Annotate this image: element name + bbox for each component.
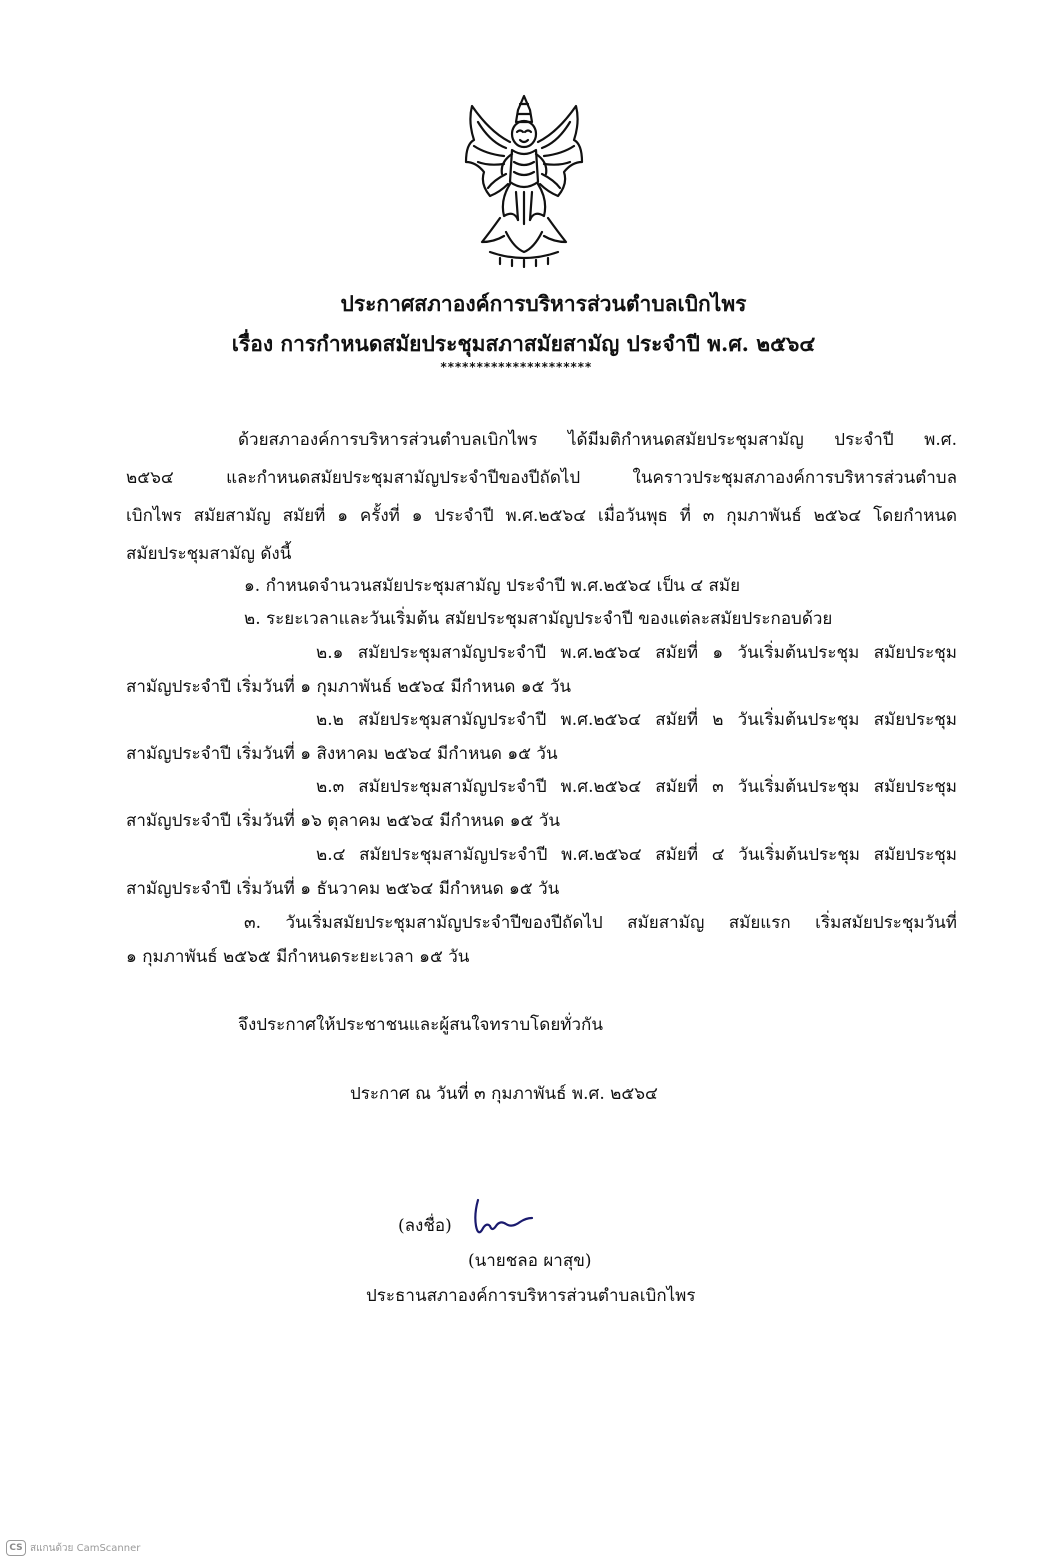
list-item: ๑ กุมภาพันธ์ ๒๕๖๕ มีกำหนดระยะเวลา ๑๕ วัน	[126, 947, 470, 967]
sub-item-line: ๒.๔ สมัยประชุมสามัญประจำปี พ.ศ.๒๕๖๔ สมัยที่ ๔ วันเริ่มต้นประชุม สมัยประชุม	[316, 845, 957, 865]
signer-position: ประธานสภาองค์การบริหารส่วนตำบลเบิกไพร	[366, 1286, 696, 1306]
list-item: ๑. กำหนดจำนวนสมัยประชุมสามัญ ประจำปี พ.ศ.๒๕๖๔ เป็น ๔ สมัย	[244, 576, 741, 596]
handwritten-signature	[470, 1196, 540, 1240]
sub-item-line: สามัญประจำปี เริ่มวันที่ ๑ ธันวาคม ๒๕๖๔ มีกำหนด ๑๕ วัน	[126, 879, 560, 899]
signer-name: (นายชลอ ผาสุข)	[468, 1251, 592, 1271]
scanner-watermark-text: สแกนด้วย CamScanner	[30, 1542, 141, 1554]
paragraph-line: สมัยประชุมสามัญ ดังนี้	[126, 544, 292, 564]
sign-label: (ลงชื่อ)	[398, 1216, 452, 1236]
list-item: ๒. ระยะเวลาและวันเริ่มต้น สมัยประชุมสามัญประจำปี ของแต่ละสมัยประกอบด้วย	[244, 609, 833, 629]
garuda-emblem-icon	[460, 92, 588, 268]
scanner-watermark	[6, 1540, 140, 1556]
sub-item-line: สามัญประจำปี เริ่มวันที่ ๑ สิงหาคม ๒๕๖๔ มีกำหนด ๑๕ วัน	[126, 744, 558, 764]
sub-item-line: สามัญประจำปี เริ่มวันที่ ๑ กุมภาพันธ์ ๒๕๖๔ มีกำหนด ๑๕ วัน	[126, 677, 572, 697]
title-separator: *********************	[440, 360, 592, 374]
sub-item-line: ๒.๑ สมัยประชุมสามัญประจำปี พ.ศ.๒๕๖๔ สมัยที่ ๑ วันเริ่มต้นประชุม สมัยประชุม	[316, 643, 957, 663]
paragraph-line: ด้วยสภาองค์การบริหารส่วนตำบลเบิกไพร ได้มีมติกำหนดสมัยประชุมสามัญ ประจำปี พ.ศ.	[238, 430, 957, 450]
sub-item-line: สามัญประจำปี เริ่มวันที่ ๑๖ ตุลาคม ๒๕๖๔ มีกำหนด ๑๕ วัน	[126, 811, 560, 831]
closing-statement: จึงประกาศให้ประชาชนและผู้สนใจทราบโดยทั่วกัน	[238, 1015, 603, 1035]
paragraph-line: ๒๕๖๔ และกำหนดสมัยประชุมสามัญประจำปีของปีถัดไป ในคราวประชุมสภาองค์การบริหารส่วนตำบล	[126, 468, 957, 488]
list-item: ๓. วันเริ่มสมัยประชุมสามัญประจำปีของปีถัดไป สมัยสามัญ สมัยแรก เริ่มสมัยประชุมวันที่	[244, 913, 957, 933]
paragraph-line: เบิกไพร สมัยสามัญ สมัยที่ ๑ ครั้งที่ ๑ ประจำปี พ.ศ.๒๕๖๔ เมื่อวันพุธ ที่ ๓ กุมภาพันธ์ ๒๕๖๔ โดยกำหนด	[126, 506, 957, 526]
subject-line: เรื่อง การกำหนดสมัยประชุมสภาสมัยสามัญ ประจำปี พ.ศ. ๒๕๖๔	[231, 331, 816, 356]
announcement-date: ประกาศ ณ วันที่ ๓ กุมภาพันธ์ พ.ศ. ๒๕๖๔	[350, 1084, 658, 1104]
announcement-title: ประกาศสภาองค์การบริหารส่วนตำบลเบิกไพร	[340, 291, 747, 316]
sub-item-line: ๒.๓ สมัยประชุมสามัญประจำปี พ.ศ.๒๕๖๔ สมัยที่ ๓ วันเริ่มต้นประชุม สมัยประชุม	[316, 777, 957, 797]
sub-item-line: ๒.๒ สมัยประชุมสามัญประจำปี พ.ศ.๒๕๖๔ สมัยที่ ๒ วันเริ่มต้นประชุม สมัยประชุม	[316, 710, 957, 730]
camscanner-logo-icon: CS	[6, 1540, 26, 1556]
